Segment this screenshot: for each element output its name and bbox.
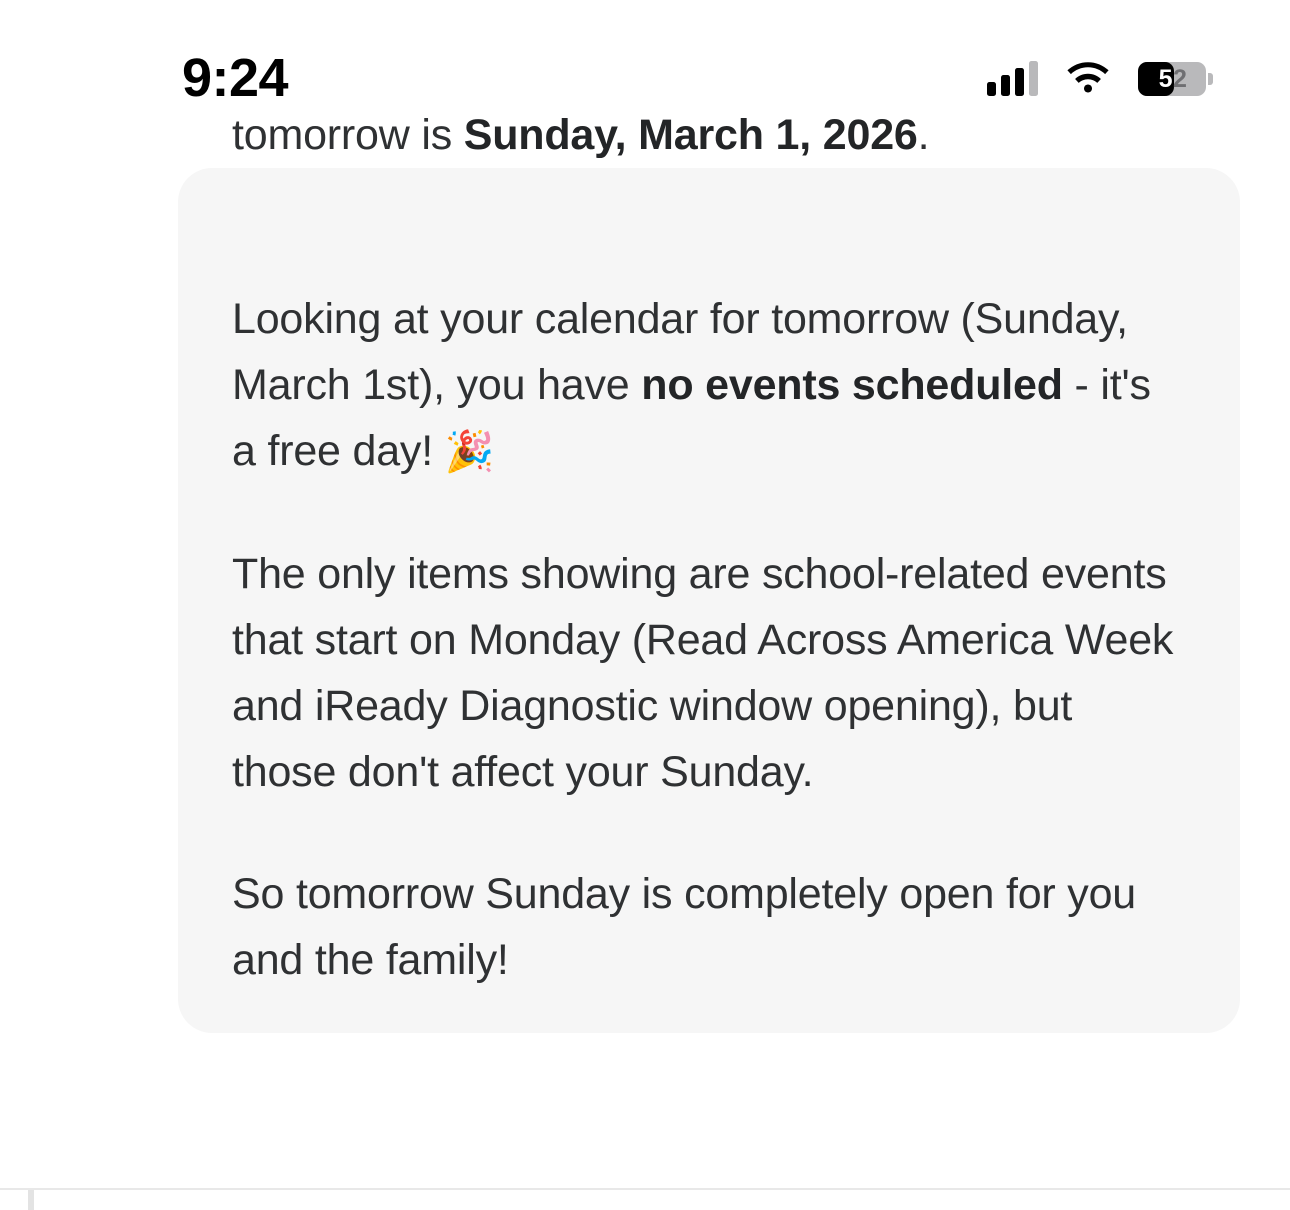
battery-level: 52: [1158, 65, 1188, 93]
paragraph-2-suffix: - it's a free day!: [232, 361, 1151, 475]
status-bar-time: 9:24: [182, 48, 289, 108]
cellular-bars-icon: [987, 62, 1038, 96]
chat-scroll-area[interactable]: [0, 111, 1290, 1190]
paragraph-1-bold-date: Sunday, March 1, 2026: [463, 111, 918, 159]
composer-divider: [0, 1188, 1290, 1210]
paragraph-1-text: tomorrow is: [232, 111, 464, 159]
paragraph-2-bold-no-events: no events scheduled: [641, 361, 1063, 409]
paragraph-2-prefix: Looking at your calendar for tomorrow (Sunday, March 1st), you have: [232, 295, 1128, 409]
message-paragraph-3: The only items showing are school-related events that start on Monday (Read Across America Week and iReady Diagnostic window opening), but those don't affect your Sunday.: [232, 550, 1174, 796]
paragraph-1-period: .: [917, 111, 930, 159]
message-paragraph-1-clipped: [232, 111, 1186, 286]
screen-edge-marker: [28, 1190, 34, 1210]
wifi-icon: [1064, 61, 1112, 97]
message-paragraph-4: So tomorrow Sunday is completely open for you and the family!: [232, 870, 1137, 984]
status-bar-indicators: [987, 61, 1206, 97]
assistant-message-bubble[interactable]: [178, 111, 1240, 1033]
message-paragraph-1: [232, 102, 1186, 168]
message-paragraph-2: [232, 286, 1186, 485]
battery-icon: [1138, 62, 1206, 96]
party-popper-icon: 🎉: [444, 429, 495, 475]
